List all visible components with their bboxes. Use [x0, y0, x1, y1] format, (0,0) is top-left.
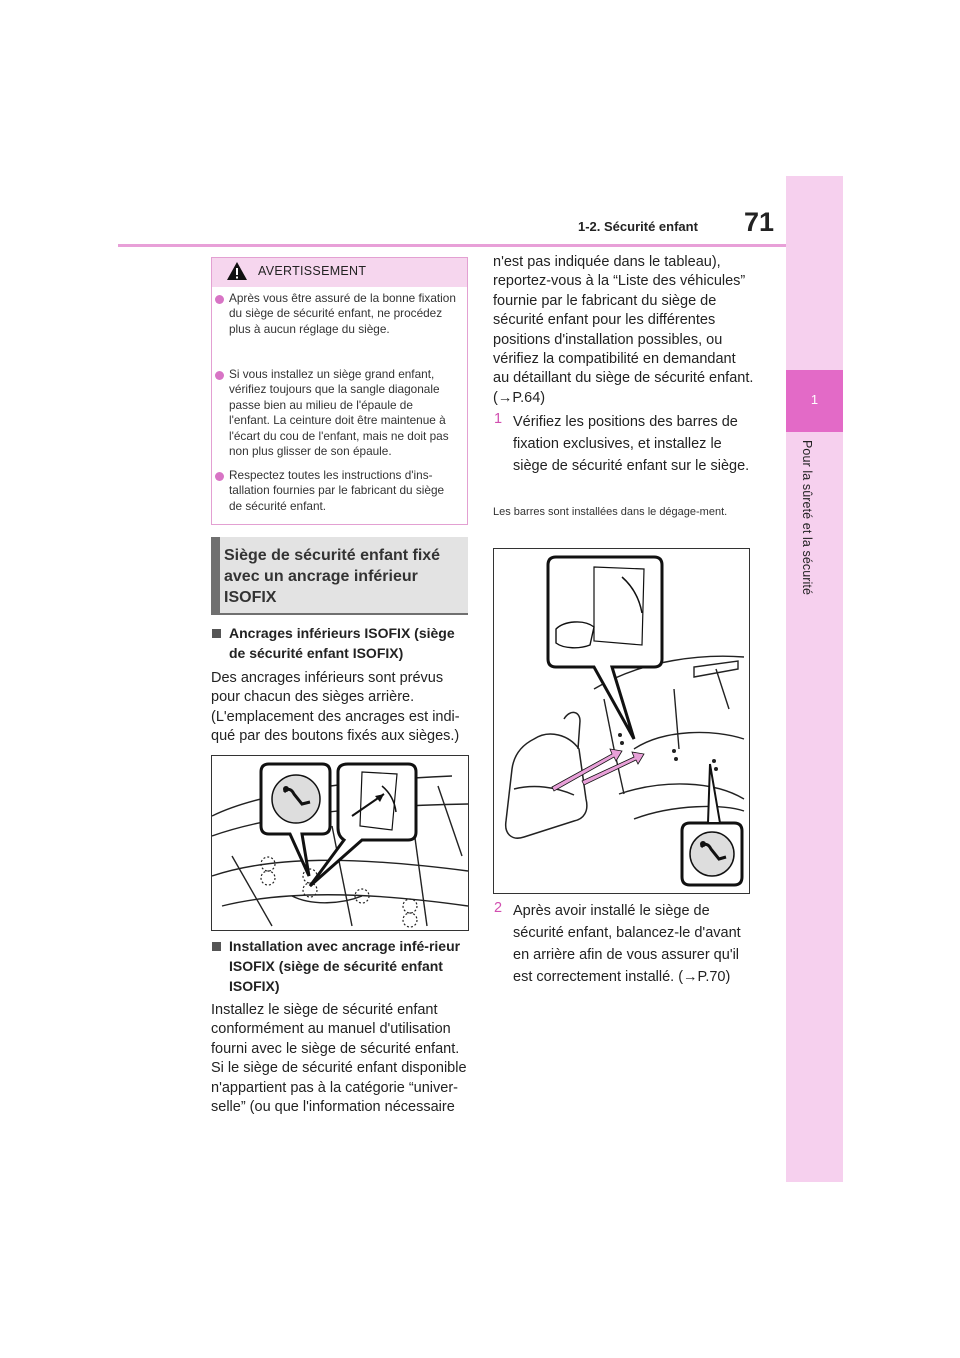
- step-text: Vérifiez les positions des barres de fixation exclusives, et installez le siège de sécurité enfant sur le siège.: [513, 414, 750, 474]
- warning-item: Si vous installez un siège grand enfant, vérifiez toujours que la sangle diagonale passe bien au milieu de l'épaule de l'enfant. La ceinture doit être maintenue à l'écart du cou de l'enfant, mais ne doit pas non plus glisser de son épaule.: [229, 367, 449, 459]
- subheading-isofix-anchors: Ancrages inférieurs ISOFIX (siège de sécurité enfant ISOFIX): [229, 625, 455, 661]
- page-number: 71: [744, 207, 775, 237]
- subhead-square-icon: [212, 942, 221, 951]
- warning-item: Après vous être assuré de la bonne fixation du siège de sécurité enfant, ne procédez plus à aucun réglage du siège.: [229, 291, 456, 336]
- paragraph-continued: n'est pas indiquée dans le tableau), reportez-vous à la “Liste des véhicules” fournie par le fabricant du siège de sécurité enfant pour les différentes positions d'installation possibles, ou vérifiez la compatibilité en demandant au détaillant du siège de sécurité enfant. (→P.64): [493, 254, 754, 406]
- warning-title: AVERTISSEMENT: [258, 264, 367, 278]
- figure-child-seat-installation: [493, 548, 750, 894]
- installation-illustration: [494, 549, 749, 893]
- subhead-square-icon: [212, 629, 221, 638]
- step-number: 2: [494, 900, 503, 916]
- figure-isofix-anchor-location: [211, 755, 469, 931]
- chapter-side-tab: [786, 176, 843, 1182]
- chapter-title: Pour la sûreté et la sécurité: [800, 440, 814, 596]
- chapter-number: 1: [810, 392, 819, 407]
- warning-triangle-icon: [226, 261, 248, 281]
- step-text: Après avoir installé le siège de sécurité enfant, balancez-le d'avant en arrière afin de vous assurer qu'il est correctement installé. (→P.70): [513, 903, 741, 985]
- warning-bullet: [215, 472, 224, 481]
- section-heading: Siège de sécurité enfant fixé avec un ancrage inférieur ISOFIX: [224, 547, 441, 606]
- header-rule: [118, 244, 786, 247]
- paragraph-anchors: Des ancrages inférieurs sont prévus pour chacun des sièges arrière. (L'emplacement des ancrages est indi-qué par des boutons fixés aux sièges.): [211, 670, 460, 745]
- step-number: 1: [494, 411, 503, 427]
- section-title: 1-2. Sécurité enfant: [578, 219, 698, 234]
- section-heading-rule: [211, 613, 468, 615]
- warning-bullet: [215, 371, 224, 380]
- warning-bullet: [215, 295, 224, 304]
- subheading-isofix-installation: Installation avec ancrage infé-rieur ISOFIX (siège de sécurité enfant ISOFIX): [229, 938, 461, 994]
- note-text: Les barres sont installées dans le dégage-ment.: [493, 506, 728, 518]
- warning-item: Respectez toutes les instructions d'ins-tallation fournies par le fabricant du siège de sécurité enfant.: [229, 468, 445, 513]
- paragraph-installation: Installez le siège de sécurité enfant conformément au manuel d'utilisation fourni avec le siège de sécurité enfant. Si le siège de sécurité enfant disponible n'appartient pas à la catégorie “univer-selle” (ou que l'information nécessaire: [211, 1002, 467, 1116]
- seat-illustration: [212, 756, 468, 930]
- section-heading-bar: [211, 537, 220, 613]
